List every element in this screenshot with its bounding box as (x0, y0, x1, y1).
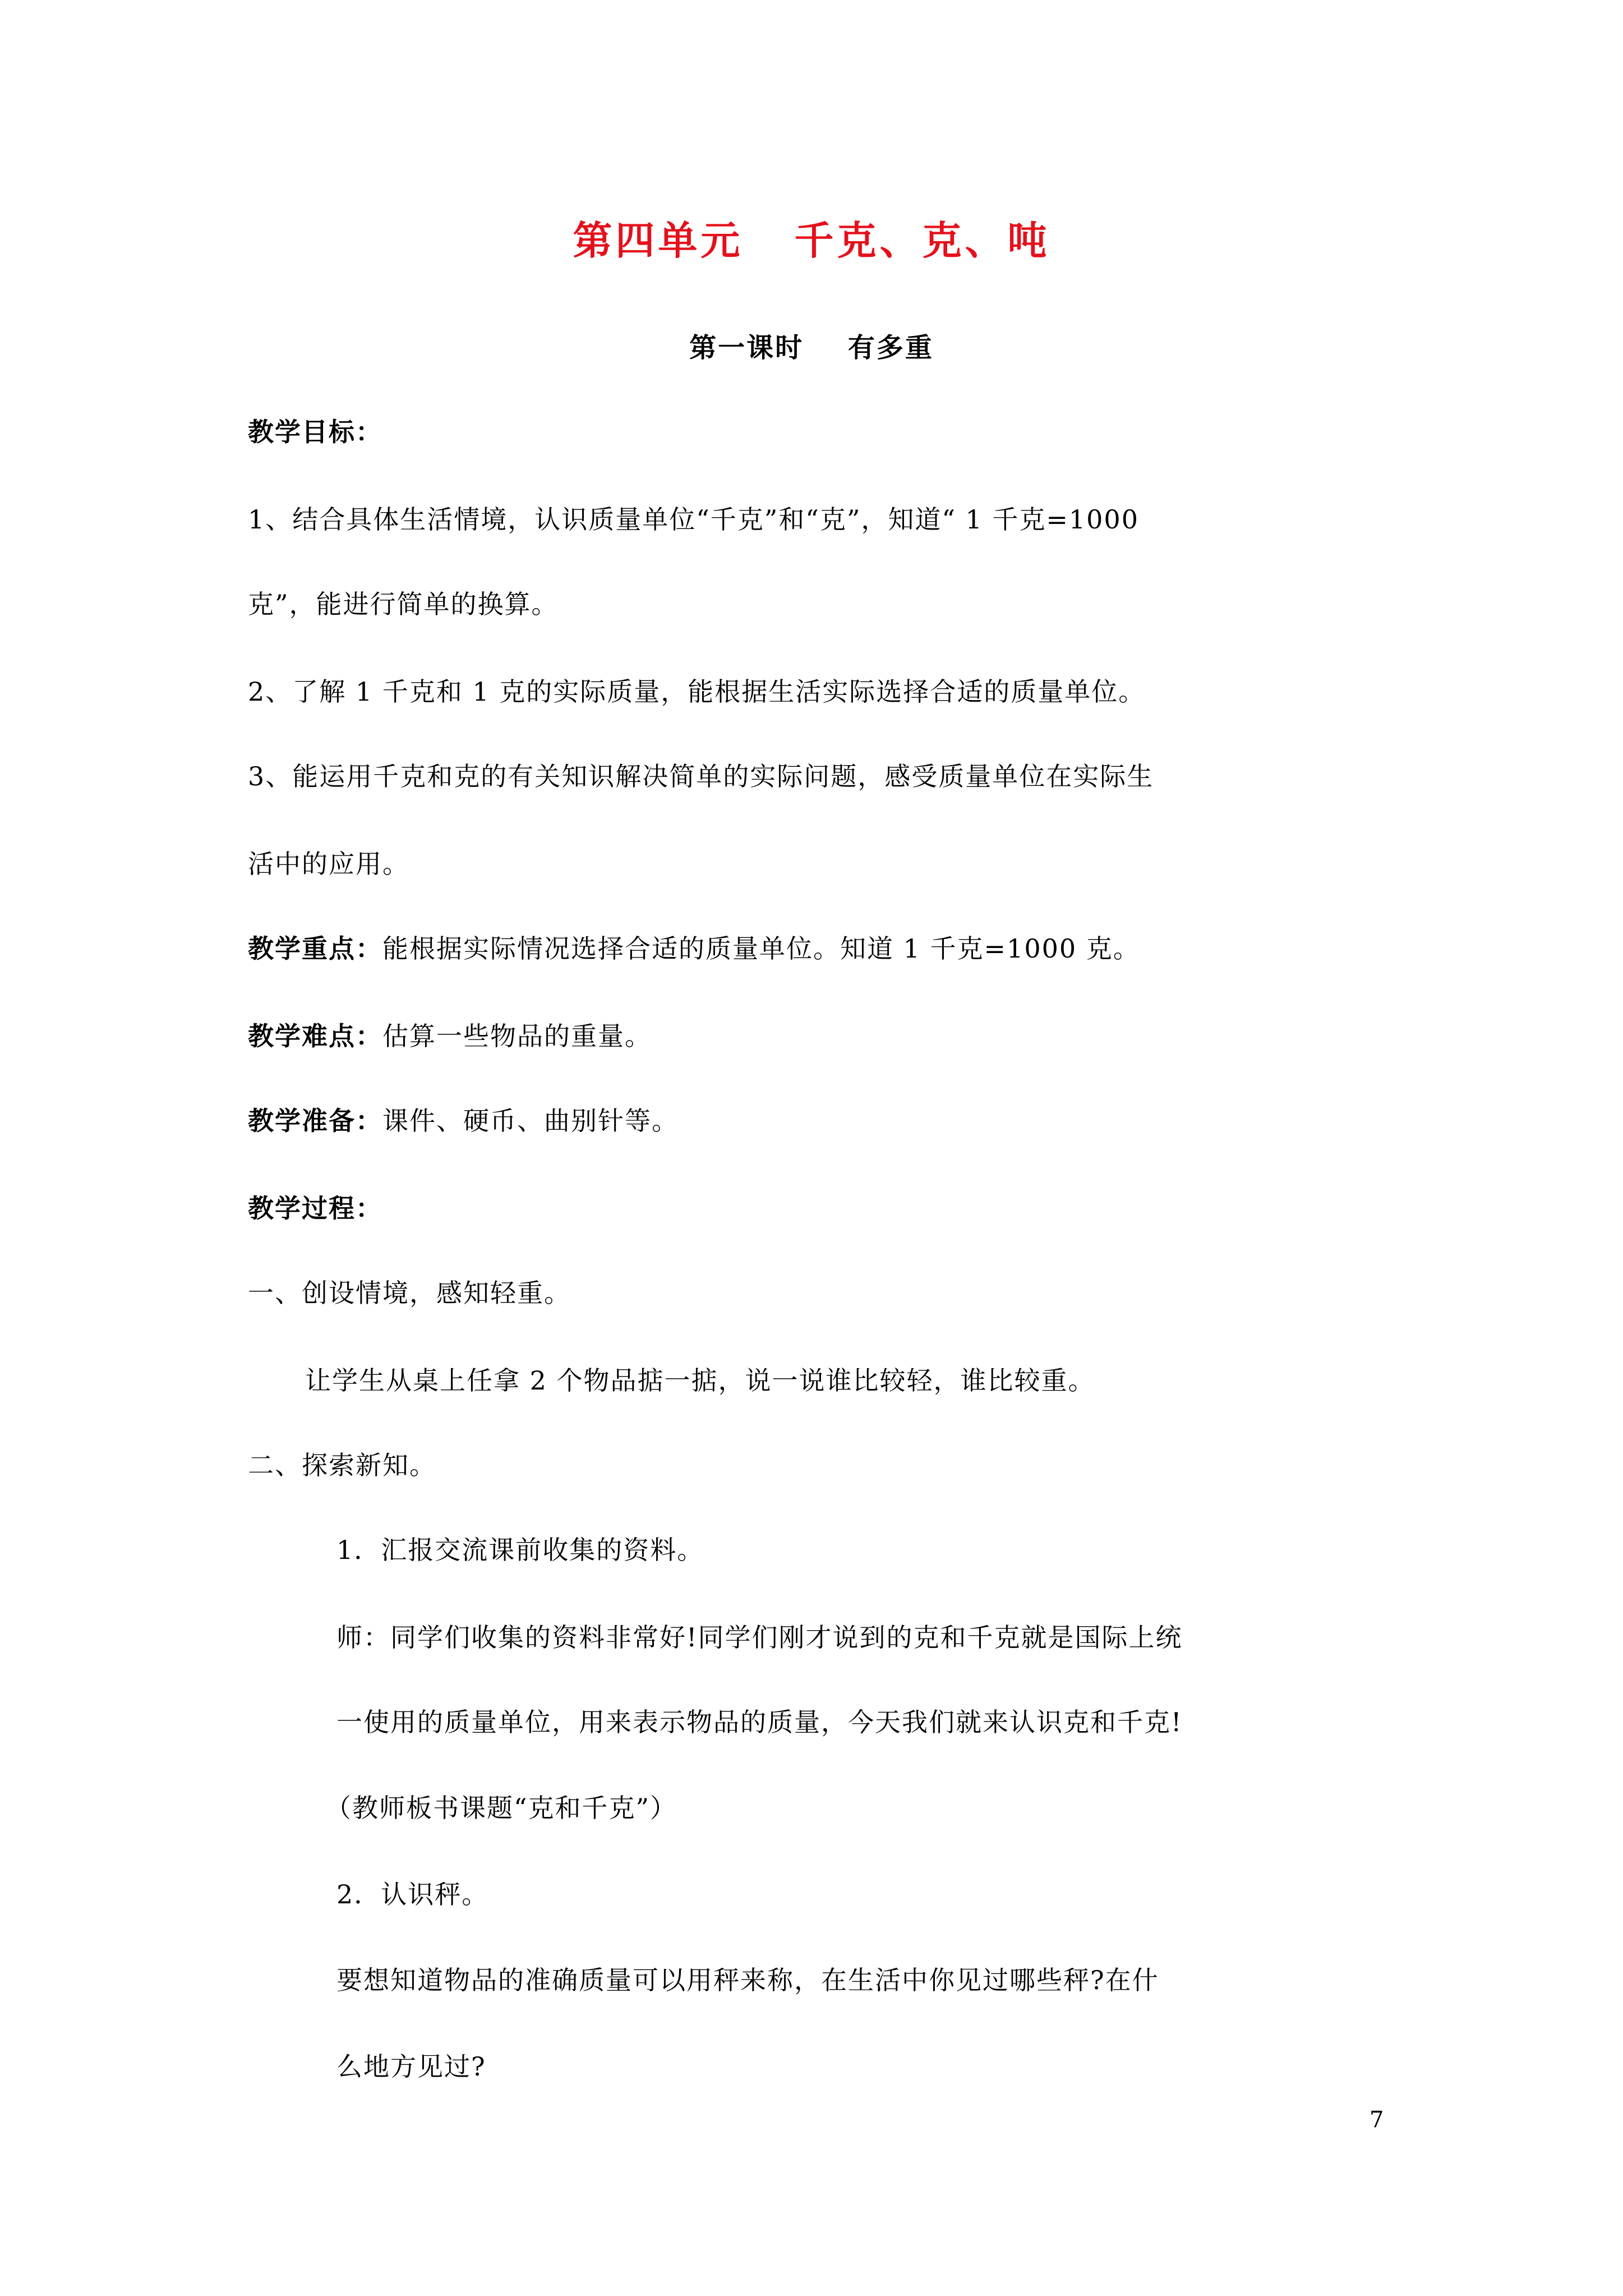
key-points-label: 教学重点： (248, 933, 382, 964)
difficulties-label: 教学难点： (248, 1021, 382, 1051)
section-1-text: 让学生从桌上任拿 2 个物品掂一掂，说一说谁比较轻，谁比较重。 (305, 1365, 1095, 1396)
unit-title: 第四单元 千克、克、吨 (573, 217, 1050, 264)
preparation-label: 教学准备： (248, 1106, 382, 1136)
key-points (248, 932, 1140, 965)
process-heading: 教学过程： (248, 1193, 382, 1223)
goal-2: 2、了解 1 千克和 1 克的实际质量，能根据生活实际选择合适的质量单位。 (248, 677, 1146, 707)
goals-heading: 教学目标： (248, 417, 382, 447)
step-1-paragraph-line-1: 师：同学们收集的资料非常好!同学们刚才说到的克和千克就是国际上统 (336, 1622, 1183, 1653)
step-1-title: 1．汇报交流课前收集的资料。 (336, 1535, 704, 1565)
section-1-title: 一、创设情境，感知轻重。 (248, 1278, 571, 1308)
step-2-paragraph-line-2: 么地方见过? (336, 2051, 486, 2082)
step-2-title: 2．认识秤。 (336, 1879, 489, 1910)
section-2-title: 二、探索新知。 (248, 1450, 436, 1480)
preparation-text: 课件、硬币、曲别针等。 (382, 1106, 679, 1136)
goal-3-line-1: 3、能运用千克和克的有关知识解决简单的实际问题，感受质量单位在实际生 (248, 761, 1154, 792)
key-points-text: 能根据实际情况选择合适的质量单位。知道 1 千克=1000 克。 (382, 933, 1140, 964)
step-2-paragraph-line-1: 要想知道物品的准确质量可以用秤来称，在生活中你见过哪些秤?在什 (336, 1965, 1159, 1995)
step-1-paragraph-line-2: 一使用的质量单位，用来表示物品的质量，今天我们就来认识克和千克! (336, 1707, 1183, 1737)
goal-1-line-2: 克”，能进行简单的换算。 (248, 589, 559, 619)
lesson-title: 第一课时 有多重 (689, 332, 934, 364)
difficulties-text: 估算一些物品的重量。 (382, 1021, 652, 1051)
step-1-note: （教师板书课题“克和千克”） (325, 1793, 677, 1823)
goal-1-line-1: 1、结合具体生活情境，认识质量单位“千克”和“克”，知道“ 1 千克=1000 (248, 504, 1139, 535)
goal-3-line-2: 活中的应用。 (248, 849, 409, 879)
difficulties (248, 1019, 652, 1053)
preparation (248, 1104, 679, 1138)
page-number: 7 (1370, 2107, 1384, 2133)
